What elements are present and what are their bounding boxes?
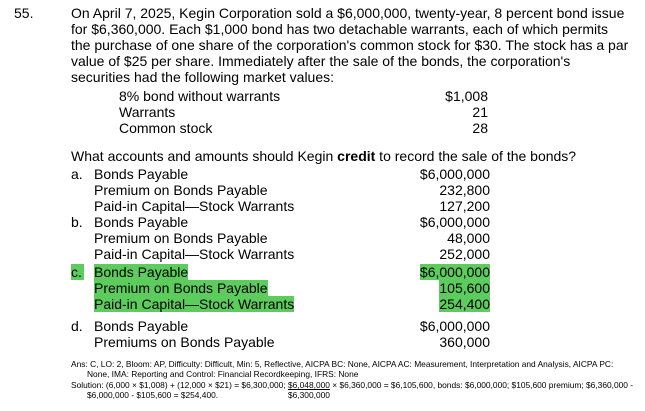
option-letter: b. bbox=[71, 214, 83, 230]
market-value-amount: 28 bbox=[472, 120, 488, 136]
solution bbox=[71, 380, 633, 400]
option-account: Premium on Bonds Payable bbox=[94, 230, 268, 246]
option-account: Paid-in Capital—Stock Warrants bbox=[94, 296, 295, 312]
option-amount: 360,000 bbox=[439, 334, 490, 350]
question-line: On April 7, 2025, Kegin Corporation sold a $6,000,000, twenty-year, 8 percent bond issue bbox=[71, 5, 625, 21]
market-value-label: 8% bond without warrants bbox=[119, 88, 281, 104]
option-account: Bonds Payable bbox=[94, 166, 189, 182]
option-amount: 127,200 bbox=[439, 198, 490, 214]
market-value-label: Common stock bbox=[119, 120, 213, 136]
option-amount: 105,600 bbox=[439, 280, 490, 296]
option-account: Premiums on Bonds Payable bbox=[94, 334, 275, 350]
market-value-amount: $1,008 bbox=[445, 88, 488, 104]
option-account: Bonds Payable bbox=[94, 264, 189, 280]
option-letter: d. bbox=[71, 318, 83, 334]
option-amount: 48,000 bbox=[447, 230, 490, 246]
question-line: for $6,360,000. Each $1,000 bond has two detachable warrants, each of which permits bbox=[71, 21, 609, 37]
option-amount: $6,000,000 bbox=[419, 318, 490, 334]
option-account: Paid-in Capital—Stock Warrants bbox=[94, 246, 295, 262]
question-line: value of $25 per share. Immediately after the sale of the bonds, the corporation's bbox=[71, 53, 571, 69]
option-letter: a. bbox=[71, 166, 83, 182]
prompt-bold: credit bbox=[337, 148, 376, 164]
solution-text: × $6,360,000 = $6,105,600, bonds: $6,000,000; $105,600 premium; $6,360,000 - bbox=[329, 380, 634, 390]
question-prompt bbox=[71, 148, 576, 164]
solution-line: $6,000,000 - $105,600 = $254,400. bbox=[87, 390, 219, 400]
question-line: the purchase of one share of the corporation's common stock for $30. The stock has a par bbox=[71, 37, 629, 53]
solution-text: Solution: (6,000 × $1,008) + (12,000 × $21) = $6,300,000; bbox=[71, 380, 288, 390]
option-amount: $6,000,000 bbox=[419, 214, 490, 230]
option-amount: 232,800 bbox=[439, 182, 490, 198]
answer-metadata-line: Ans: C, LO: 2, Bloom: AP, Difficulty: Difficult, Min: 5, Reflective, AICPA BC: None, AICPA AC: Measurement, Interpretation and Analysis, AICPA PC: bbox=[71, 359, 614, 369]
fraction-numerator: $6,048,000 bbox=[288, 380, 330, 390]
option-account: Bonds Payable bbox=[94, 214, 189, 230]
option-amount: 254,400 bbox=[439, 296, 490, 312]
option-account: Premium on Bonds Payable bbox=[94, 280, 268, 296]
answer-metadata bbox=[71, 359, 613, 379]
solution-fraction bbox=[288, 380, 330, 400]
option-account: Premium on Bonds Payable bbox=[94, 182, 268, 198]
fraction-denominator: $6,300,000 bbox=[288, 390, 330, 400]
option-amount: $6,000,000 bbox=[419, 166, 490, 182]
question-number: 55. bbox=[14, 5, 34, 21]
option-account: Paid-in Capital—Stock Warrants bbox=[94, 198, 295, 214]
option-letter: c. bbox=[71, 264, 82, 280]
answer-metadata-line: None, IMA: Reporting and Control: Financial Recordkeeping, IFRS: None bbox=[87, 369, 359, 379]
option-amount: 252,000 bbox=[439, 246, 490, 262]
option-account: Bonds Payable bbox=[94, 318, 189, 334]
question-line: securities had the following market values: bbox=[71, 69, 335, 85]
market-value-label: Warrants bbox=[119, 104, 176, 120]
prompt-text: What accounts and amounts should Kegin bbox=[71, 148, 338, 164]
market-value-amount: 21 bbox=[472, 104, 488, 120]
option-amount: $6,000,000 bbox=[419, 264, 490, 280]
prompt-text: to record the sale of the bonds? bbox=[375, 148, 577, 164]
